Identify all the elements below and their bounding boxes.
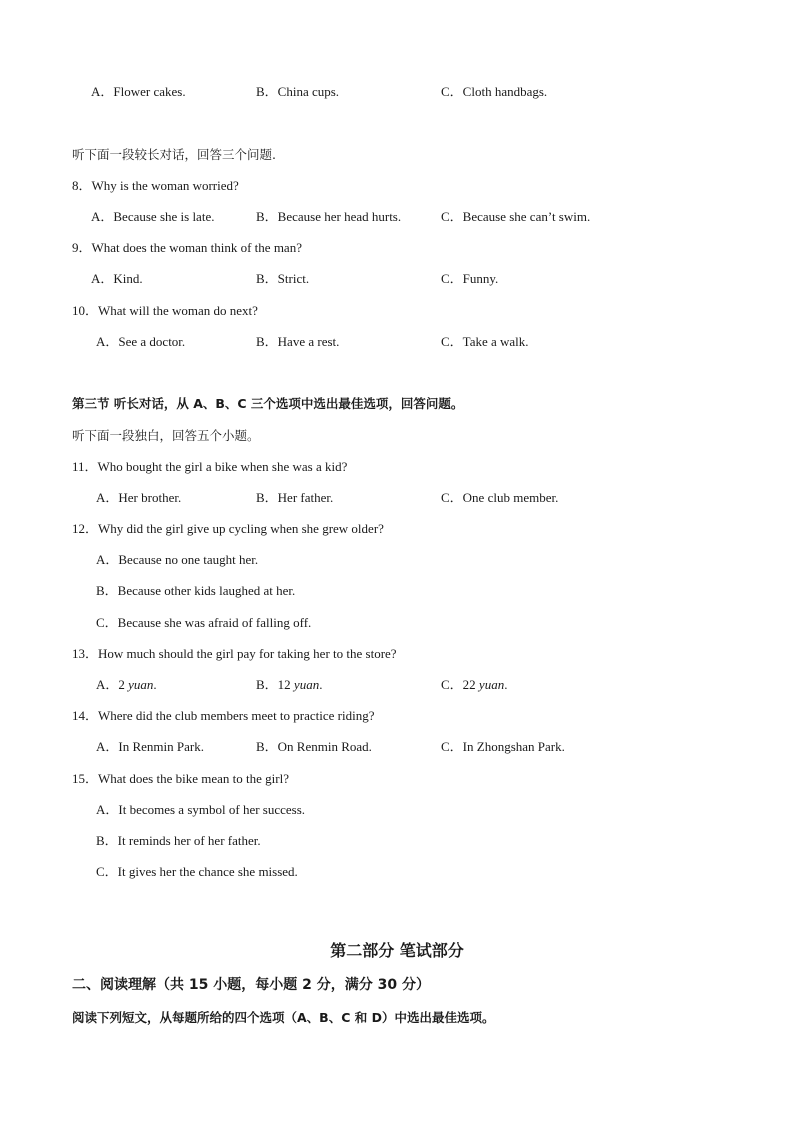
- q12-option-c: C．Because she was afraid of falling off.: [96, 615, 312, 630]
- q12-option-a: A．Because no one taught her.: [96, 552, 259, 567]
- q13-option-c-amount: C．22: [441, 677, 479, 692]
- q10-option-c: C．Take a walk.: [441, 334, 529, 349]
- q7-option-b: B．China cups.: [256, 84, 340, 99]
- q9-option-b: B．Strict.: [256, 271, 310, 286]
- q10-option-a: A．See a doctor.: [96, 334, 186, 349]
- q11-option-b: B．Her father.: [256, 490, 334, 505]
- q13-option-c: [441, 677, 507, 693]
- q13-option-a-unit: yuan: [128, 677, 154, 692]
- q12-option-b: B．Because other kids laughed at her.: [96, 583, 296, 598]
- q11-option-c: C．One club member.: [441, 490, 559, 505]
- q10-question: 10．What will the woman do next?: [72, 303, 258, 318]
- q14-option-b: B．On Renmin Road.: [256, 739, 372, 754]
- q14-option-a: A．In Renmin Park.: [96, 739, 204, 754]
- reading-instruction: 阅读下列短文，从每题所给的四个选项（A、B、C 和 D）中选出最佳选项。: [72, 1010, 495, 1025]
- q14-question: 14．Where did the club members meet to practice riding?: [72, 708, 375, 723]
- q8-option-c: C．Because she can’t swim.: [441, 209, 591, 224]
- monologue-intro: 听下面一段独白，回答五个小题。: [72, 428, 260, 443]
- section3-heading: 第三节 听长对话，从 A、B、C 三个选项中选出最佳选项，回答问题。: [72, 396, 464, 411]
- q7-option-a: A．Flower cakes.: [91, 84, 186, 99]
- reading-heading: 二、阅读理解（共 15 小题，每小题 2 分，满分 30 分）: [72, 977, 430, 993]
- q13-option-a-amount: A．2: [96, 677, 129, 692]
- q9-option-a: A．Kind.: [91, 271, 143, 286]
- q13-option-c-period: .: [504, 677, 508, 692]
- q9-option-c: C．Funny.: [441, 271, 499, 286]
- q13-option-b: [256, 677, 322, 693]
- long-dialog-intro: 听下面一段较长对话，回答三个问题.: [72, 147, 276, 162]
- q8-option-b: B．Because her head hurts.: [256, 209, 402, 224]
- part2-title: 第二部分 笔试部分: [330, 941, 464, 960]
- q15-option-b: B．It reminds her of her father.: [96, 833, 261, 848]
- q10-option-b: B．Have a rest.: [256, 334, 340, 349]
- q7-option-c: C．Cloth handbags.: [441, 84, 548, 99]
- q8-option-a: A．Because she is late.: [91, 209, 215, 224]
- q13-option-a: [96, 677, 157, 693]
- q13-option-b-unit: yuan: [293, 677, 320, 692]
- q12-question: 12．Why did the girl give up cycling when she grew older?: [72, 521, 384, 536]
- q13-option-c-unit: yuan: [478, 677, 505, 692]
- q14-option-c: C．In Zhongshan Park.: [441, 739, 565, 754]
- q13-option-b-amount: B．12: [256, 677, 294, 692]
- q9-question: 9．What does the woman think of the man?: [72, 240, 302, 255]
- q13-option-b-period: .: [319, 677, 323, 692]
- q15-option-c: C．It gives her the chance she missed.: [96, 864, 298, 879]
- q8-question: 8．Why is the woman worried?: [72, 178, 239, 193]
- q15-question: 15．What does the bike mean to the girl?: [72, 771, 289, 786]
- q11-question: 11．Who bought the girl a bike when she was a kid?: [72, 459, 348, 474]
- q15-option-a: A．It becomes a symbol of her success.: [96, 802, 306, 817]
- q11-option-a: A．Her brother.: [96, 490, 182, 505]
- q13-question: 13．How much should the girl pay for taking her to the store?: [72, 646, 397, 661]
- q13-option-a-period: .: [153, 677, 157, 692]
